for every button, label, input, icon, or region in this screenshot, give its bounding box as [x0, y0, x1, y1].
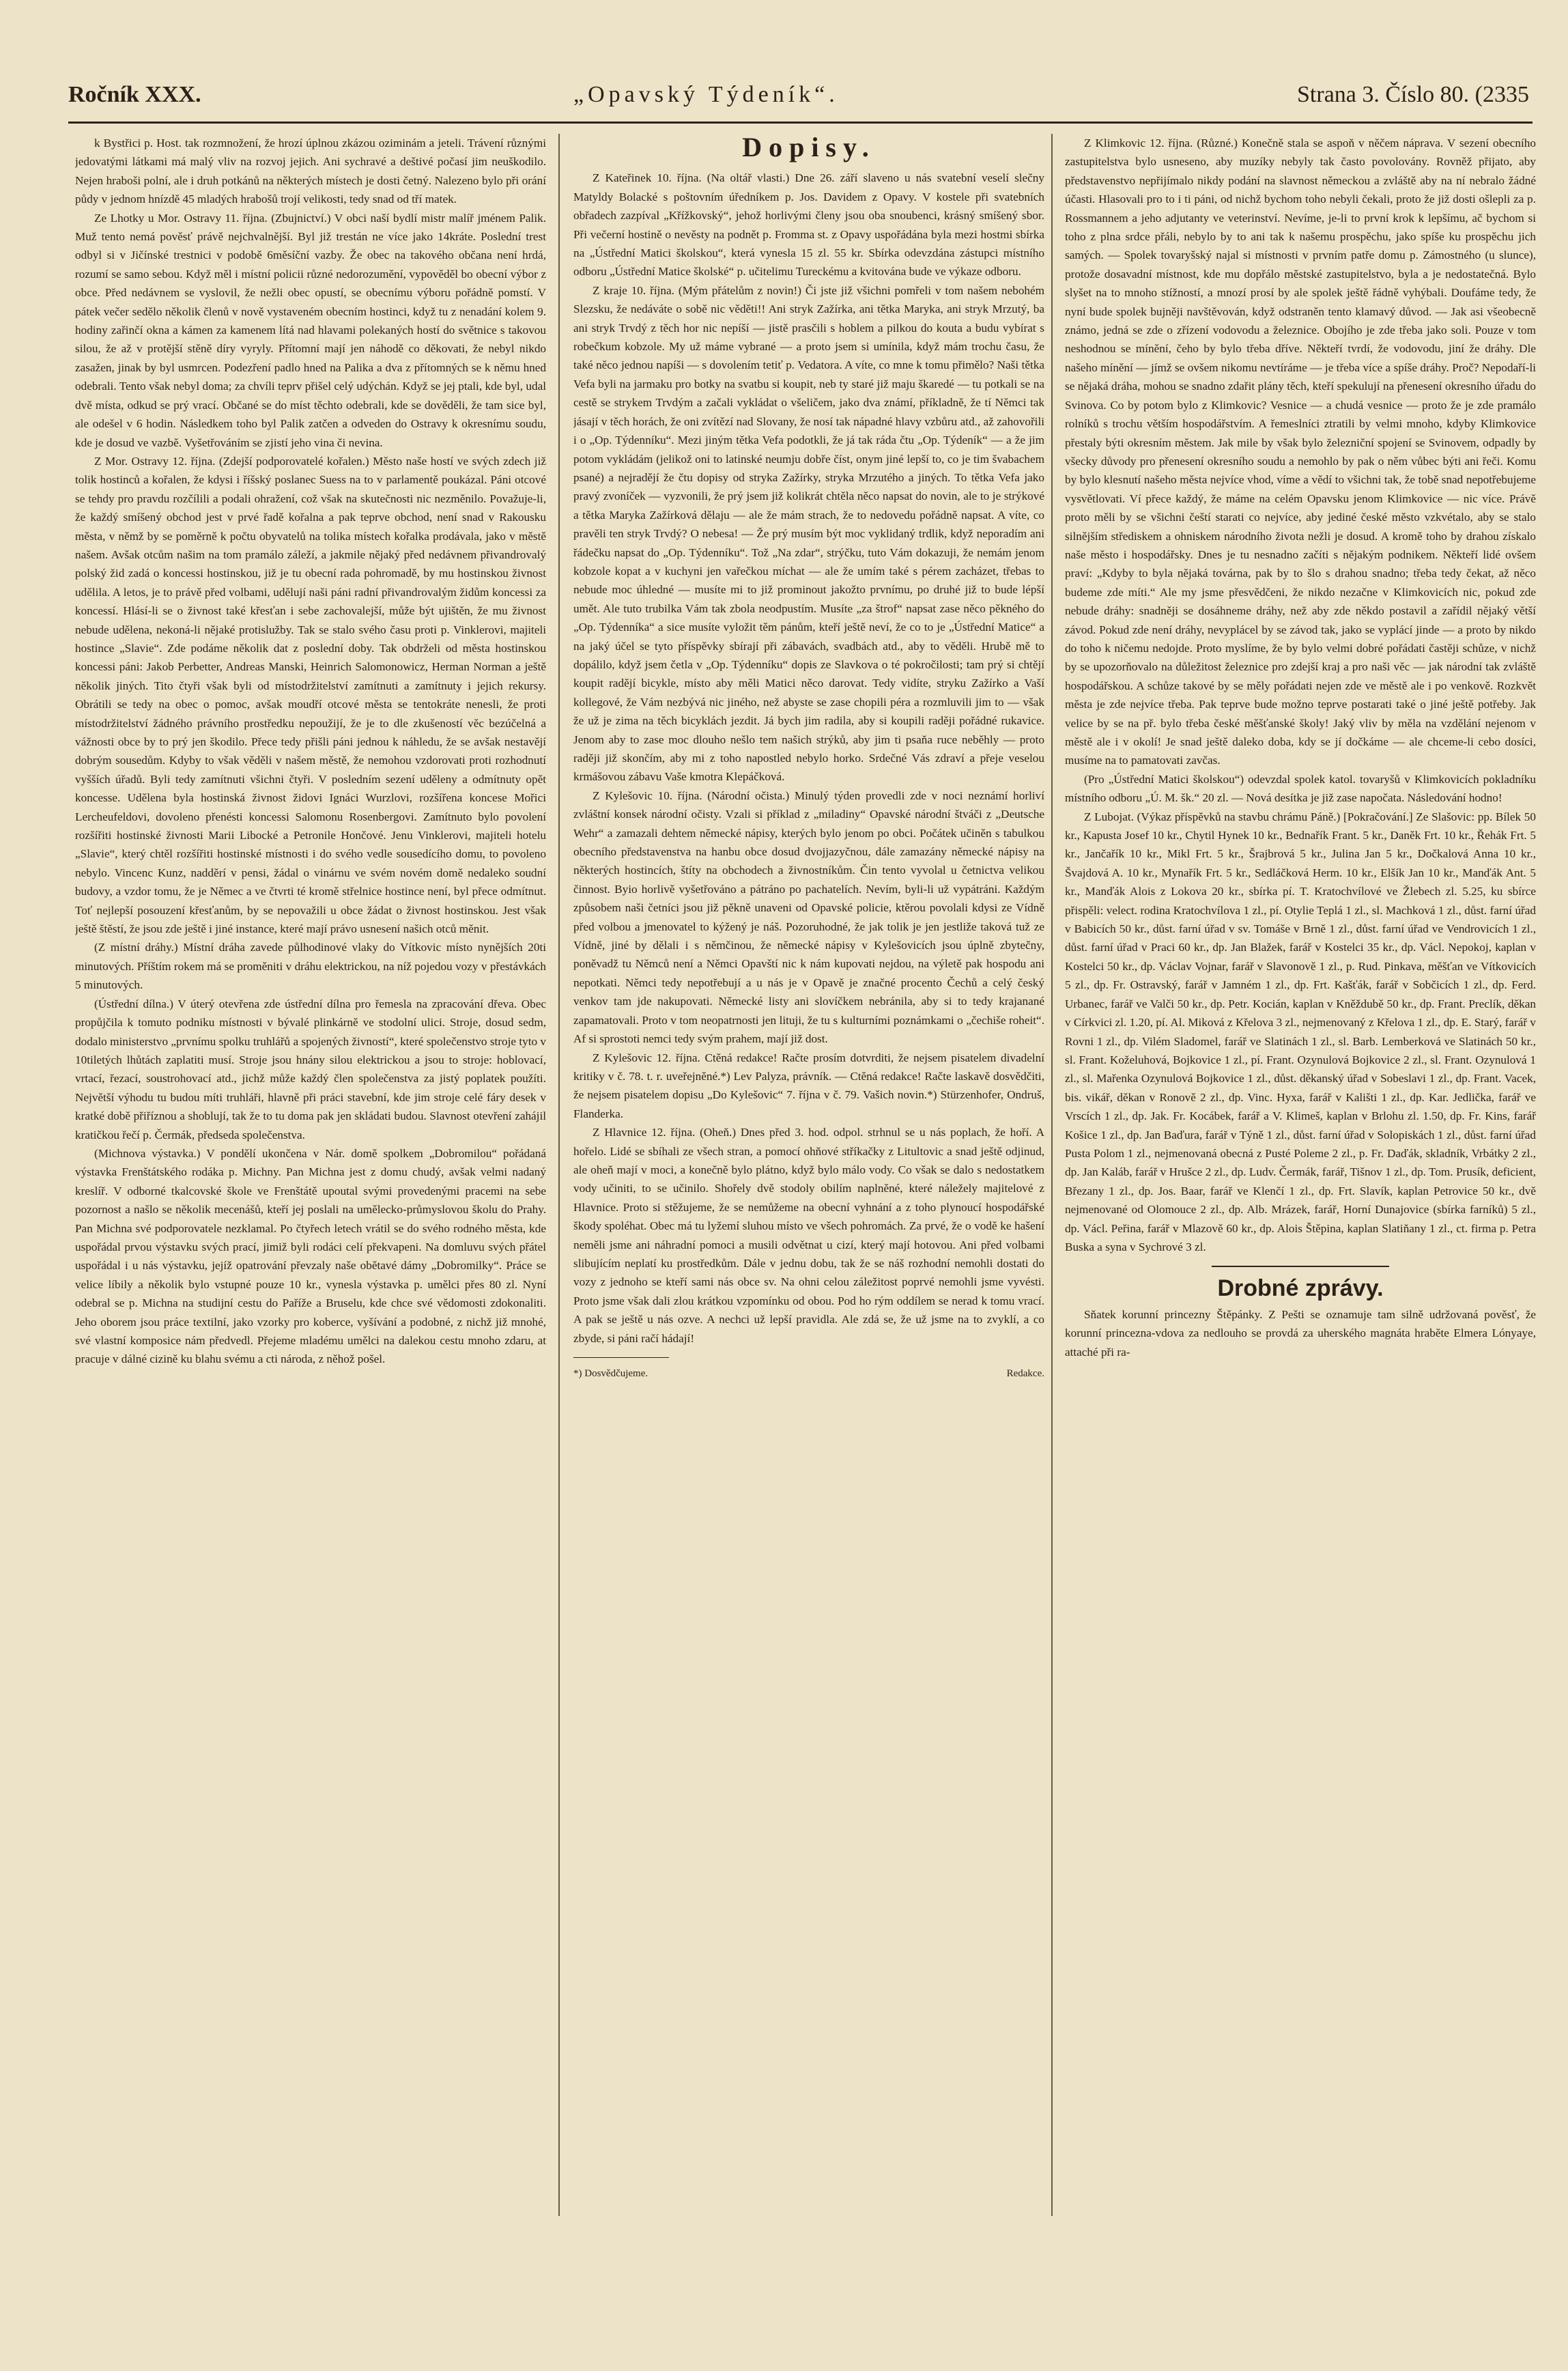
section-rule — [1212, 1266, 1389, 1267]
article-paragraph: (Pro „Ústřední Matici školskou“) odevzdal spolek katol. tovaryšů v Klimkovicích pokladníku místního odboru „Ú. M. šk.“ 20 zl. — Nová desítka je již zase napočata. Následování hodno! — [1065, 772, 1536, 805]
article-paragraph: Z Kateřinek 10. října. (Na oltář vlasti.) Dne 26. září slaveno u nás svatební veselí slečny Matyldy Bolacké s poštovním úředníkem p. Jos. Davidem z Opavy. V kostele při svatebních obřadech zazpíval „Křížkovský“, jehož horlivými členy jsou oba snoubenci, krásný smíšený sbor. Při večerní hostině o nevěsty na podnět p. Fromma st. z Opavy uspořádána byla mezi hostmi sbírka na „Ústřední Matici školskou“, která vynesla 15 zl. 55 kr. Sbírka odevzdána zástupci místního odboru „Ústřední Matice školské“ p. učitelimu Tureckému a kvitována bude ve výkaze odboru. — [573, 171, 1044, 279]
article-paragraph: Z Mor. Ostravy 12. října. (Zdejší podporovatelé kořalen.) Město naše hostí ve svých zdech již tolik hostinců a kořalen, že kdysi i říšský poslanec Suess na to v parlamentě poukázal. Páni otcové se tehdy pro pravdu rozčílili a podali ohražení, což však na skutečnosti nic nezměnilo. Považuje-li, že každý smíšený obchod jest v prvé řadě kořalna a pak teprve obchod, není snad v Rakousku města, v němž by se poměrně k počtu obyvatelů na tolika místech kořalka prodávala, jako v městě našem. Avšak otcům našim na tom pramálo záleží, a jakmile nějaký před nedávnem přivandrovalý polský žid zadá o koncessi hostinskou, již je tu obecní rada pohromadě, by mu hostinskou živnost udělila. A letos, je to právě před volbami, udělují naši páni radní přivandrovalým židům koncessi za koncessí. Hlásí-li se o živnost také křesťan i sebe zachovalejší, může být ujištěn, že mu živnost nebude udělena, nekoná-li nějaké protislužby. Tak se stalo svého času proti p. Vinklerovi, majiteli hostince „Slavie“. Zde podáme několik dat z poslední doby. Tak obdrželi od města hostinskou koncessi páni: Jakob Perbetter, Andreas Manski, Heinrich Salomonowicz, Herman Norman a ještě několik jiných. Tito čtyři však byli od místodržitelství zamítnuti a zamítnuty i jejich rekursy. Obrátili se tedy na obec o pomoc, avšak moudří otcové města se tentokráte nenesli, že proti místodržitelství žádného právního prostředku nepoužijí, že je to dle zkušeností věc bezúčelná a vážnosti obce by to prý jen škodilo. Přece tedy přišli páni jednou k náhledu, že se avšak nestavějí dobrým sousedům. Kdyby to však věděli v našem městě, že nemohou vzdorovati proti rozhodnutí vyšších úřadů. Byli tedy zamítnuti všichni čtyři. V posledním sezení uděleny a odmítnuty opět koncesse. Udělena byla hostinská živnost židovi Ignáci Wurzlovi, rozšířena koncese Mořici Lercheufeldovi, dovoleno přenésti koncessi Salomonu Rosenbergovi. Zamítnuto bylo povolení rozšířiti hostinské živnosti Marii Libocké a Petronile Hončové. Jenu Vinklerovi, majiteli hotelu „Slavie“, který chtěl rozšířiti hostinské místnosti i do svého vedle sousedícího domu, to povoleno nebylo. Vincenc Kunz, nadděrí v pensi, žádal o vinárnu ve svém novém domě nedaleko soudní budovy, a vzdor tomu, že je Němec a ve čtvrti té kromě střelnice hostince není, byl přece odmítnut. Toť nejlepší posouzení křesťanům, by se nepovažili u obce žádat o živnost hostinskou. Jest však ještě štěstí, že jsou zde ještě i jiné instance, které mají právo usnesení našich otců měnit. — [75, 454, 546, 936]
article-paragraph: Z Lubojat. (Výkaz příspěvků na stavbu chrámu Páně.) [Pokračování.] Ze Slašovic: pp. Bílek 50 kr., Kapusta Josef 10 kr., Chytil Hynek 10 kr., Bednařík Frant. 5 kr., Daněk Frt. 10 kr., Řehák Frt. 5 kr., Jančařík 10 kr., Mikl Frt. 5 kr., Šrajbrová 5 kr., Julina Jan 5 kr., Dočkalová Anna 10 kr., Švajdová A. 10 kr., Mynařík Frt. 5 kr., Sedláčková Herm. 10 kr., Elšík Jan 10 kr., Manďák Ant. 5 kr., Manďák Alois z Lokova 20 kr., sbírka pí. T. Kratochvílové ve Žlebech zl. 5.25, ku sbírce přispěli: velect. rodina Kratochvílova 1 zl., pí. Otylie Teplá 1 zl., sl. Machková 1 zl., důst. farní úřad v Babicích 50 kr., důst. farní úřad v sv. Tomáše v Brně 1 zl., důst. farní úřad ve Vendrovicích 1 zl., důst. farní úřad v Praci 60 kr., dp. Jan Blažek, farář v Kostelci 35 kr., dp. Václ. Nepokoj, kaplan v Kostelci 50 kr., dp. Václav Vojnar, farář v Slavonově 1 zl., p. Rud. Pinkava, měšťan ve Vítkovicích 5 zl., dp. Fr. Ostravský, farář v Jamném 1 zl., dp. Frt. Kašťák, farář v Sobčicích 1 zl., dp. Ferd. Urbanec, farář ve Valči 50 kr., dp. Petr. Kocián, kaplan v Kněždubě 50 kr., dp. Frant. Preclík, děkan v Církvici zl. 1.20, pí. Al. Miková z Křelova 3 zl., nejmenovaný z Křelova 1 zl., dp. E. Starý, farář v Rovni 1 zl., dp. Vilém Sladomel, farář ve Slatinách 1 zl., sl. Barb. Lemberková ve Slatinách 50 kr., sl. Frant. Koželuhová, Bojkovice 1 zl., pí. Frant. Ozynulová Bojkovice 2 zl., sl. Frant. Ozynulová 1 zl., sl. Mařenka Ozynulová Bojkovice 1 zl., důst. děkanský úřad v Sobeslavi 1 zl., dp. Frant. Vacek, bis. vikář, děkan v Ronově 2 zl., dp. Vinc. Hyxa, farář v Kališti 1 zl., dp. Kar. Jedlička, farář ve Vrscích 1 zl., dp. Jak. Fr. Kocábek, farář a V. Klimeš, kaplan v Brlohu zl. 1.50, dp. Fr. Kins, farář Košice 1 zl., dp. Jan Baďura, farář v Týně 1 zl., důst. farní úřad v Solopiskách 1 zl., důst. farní úřad Pusta Polom 1 zl., nejmenovaná obecná z Pusté Poleme 2 zl., p. Fr. Daďák, skladník, Vrbátky 2 zl., dp. Jan Kaláb, farář v Hrušce 2 zl., dp. Ludv. Čermák, farář, Tišnov 1 zl., dp. Tom. Prusík, deficient, Březany 1 zl., dp. Jos. Baar, farář ve Klenčí 1 zl., dp. Frt. Slavík, kaplan Petrovice 50 kr., dvě nejmenované od Olomouce 2 zl., dp. Alb. Mrázek, farář, Horní Dunajovice (sbírka farníků) 5 zl., dp. Václ. Peřina, farář v Mlazově 60 kr., dp. Alois Štěpina, kaplan Slatiňany 1 zl., ct. firma p. Petra Buska a syna v Sychrové 3 zl. — [1065, 810, 1536, 1253]
column-middle — [573, 134, 1044, 2209]
section-title-dopisy: Dopisy. — [742, 134, 876, 162]
page-header — [68, 82, 1529, 123]
page-number: Strana 3. Číslo 80. (2335 — [1297, 82, 1529, 107]
volume-label: Ročník XXX. — [68, 82, 201, 107]
article-paragraph: Z Klimkovic 12. října. (Různé.) Konečně stala se aspoň v něčem náprava. V sezení obecního zastupitelstva bylo usneseno, aby muzíky nebyly tak často povolovány. Rovněž přijato, aby představenstvo nepřijímalo nikdy podání na slavnost německou a zvláště aby na ní nebralo žádné účasti. Hlasovali pro to i ti páni, od nichž bychom toho nebyli čekali, proto že již dosti ošlepli za p. Rossmannem a jeho adjutanty ve veterinství. Nevíme, je-li to první krok k lepšímu, ač bychom si toho z plna srdce přáli, nebylo by to ani tak k našemu prospěchu, jako spíše ku prospěchu jich samých. — Spolek tovaryšský najal si místnosti v prvním patře domu p. Zámostného (u slunce), protože dosavadní místnost, kde mu dopřálo městské zastupitelstvo, byla a je nedostatečná. Bylo slyšet na to mnoho stížností, a mnozí prosí by ale spolek ještě řádně vyhýbali. Doufáme tedy, že nyní bude spolek bujněji navštěvován, když odstraněn tento klamavý důvod. — Jak asi všeobecně známo, jedná se zde o zřízení vodovodu a železnice. Obojího je zde třeba jako soli. Pouze v tom neshodnou se mínění, čeho by bylo třeba dříve. Někteří tvrdí, že vodovodu, jiní že dráhy. Dle našeho mínění — jímž se ovšem nikomu nevtíráme — je třeba více a spíše dráhy. Proč? Nepodaří-li se nějaká dráha, mohou se snadno zdařit plány těch, kteří spekulují na přenesení okresního úřadu do Svinova. Co by potom bylo z Klimkovic? Vesnice — a chudá vesnice — proto že je zde pramálo rolníků s trochu větším hospodářstvím. A řemeslníci ztratili by velmi mnoho, kdyby Klimkovice přestaly býti okresním městem. Jak mile by však bylo železniční spojení se Svinovem, odpadly by všecky důvody pro přenesení okresního soudu a nemohlo by pak o něm vůbec býti ani řeči. Komu by bylo klesnutí našeho města nejvíce vhod, víme a vědí to všichni tak, že tobě snad nepotřebujeme vysvětlovati. Ví přece každý, že máme na celém Opavsku jenom Klimkovice — nic více. Právě proto měli by se všichni čeští starati co nejvíce, aby jediné české město vzkvétalo, aby se stalo silnějším střediskem a ohniskem národního života nežli je dosud. A kromě toho by drahou získalo naše město i hospodářsky. Dnes je tu nesnadno začíti s nějakým podnikem. Někteří lidé ovšem praví: „Kdyby to byla nějaká továrna, pak by to šlo s drahou snadno; třeba tedy čekat, až něco budeme zde míti.“ Ale my jsme přesvědčeni, že nikdo nezačne v Klimkovicích nic, pokud zde nebude dráhy: snadněji se dosáhneme dráhy, než aby zde někdo postavil a zařídil nějaký větší závod. Pokud zde není dráhy, nevyplácel by se závod tak, jako se vyplácí jinde — a proto by nikdo do toho k ničemu nedojde. Proto myslíme, že by bylo velmi dobré pořádati častěji schůze, v nichž by se upozorňovalo na důležitost železnice pro zdejší kraj a pro naši věc — jak národní tak zvláště hospodářskou. A schůze takové by se měly pořádati nejen zde ve městě ale i po venkově. Rozkvět města je zde nejvíce třeba. Pak teprve bude možno teprve postarati také o jiné ještě potřeby. Jak velice by se na př. bylo třeba české měšťanské školy! Jaký vliv by měla na vzdělání nejenom v městě ale i v okolí! Je snad ještě daleko doba, kdy se jí dočkáme — ale chceme-li cebo dosíci, musíme na to pamatovati zavčas. — [1065, 137, 1536, 767]
article-paragraph: Z Kylešovic 10. října. (Národní očista.) Minulý týden provedli zde v noci neznámí horliví zvláštní konsek národní očisty. Vzali si příklad z „miladiny“ Opavské národní štváči z „Deutsche Wehr“ a zamazali dehtem německé nápisy, kterých bylo jenom po obci. Počátek učiněn s tabulkou obecního představenstva na hanbu obce dosud dvojjazyčnou, dále zamazány německé nápisy na některých hostincích, štíty na obchodech a živnostníkům. Čin tento vyvolal u četnictva velikou činnost. Byio horlivě vyšetřováno a pátráno po pachatelích. Nevím, byli-li už vypátráni. Každým způsobem naši četníci jsou již pěkně unaveni od Opavské policie, ktěrou povolali kdysi ze Vídně před volbou a jmenovatel to kýžený je náš. Pozoruhodné, že jak tolik je jen jestliže taková tuž ze Vídně, jiné by dělali i s němčinou, že německé nápisy v Kylešovicích jsou úplně zbytečny, poněvadž tu Němců není a Němci Opavští nic k nám kupovati nejdou, na výletě pak hospodu ani nepotkati. Němci tedy nepotřebují a u nás je v Opavě je značné procento Čechů a celý český venkov tam jde nakupovati. Německé listy ani slovíčkem nebránila, aby si to tedy krajanané zapamatovali. Proto v tom neopatrnosti jen lituji, že tu s kulturními poznámkami o „čechiše roheit“. Af si sprostoti nemci tedy svým prahem, mají již dost. — [573, 789, 1044, 1046]
article-paragraph: Z kraje 10. října. (Mým přátelům z novin!) Či jste již všichni pomřeli v tom našem nebohém Slezsku, že nedáváte o sobě nic věděti!! Ani stryk Zažírka, ani tětka Maryka, ani stryk Mrzutý, ba ani stryk Trvdý z těch hor nic nepíší — jistě prasčili s hoblem a pilkou do kouta a budu vybírat s robečkum kobzole. My už máme vybrané — a proto jsem si umínila, když mám trochu času, že také něco jednou napíši — s dovolením tetiť p. Vedatora. A víte, co mne k tomu přimělo? Naši tětka Vefa byli na jarmaku pro botky na svatbu si koupit, neb ty staré již maju škaredé — tu potkali se na cestě se strykem Trvdým a začali vykládat o všeličem, jako dva známí, příkladně, že tí Němci tak jásají v těch horách, že oni zvítězí nad Slovany, že nosí tak nápadné hlavy vzbůru atd., až zahovořili i o „Op. Týdenníku“. Mezi jiným tětka Vefa podotkli, že já tak ráda čtu „Op. Týdeník“ — a že jim potom vykládám (jelikož oni to latinské neumju dobře číst, onym jiné lepší to, co je tim švabachem psané) a nejradějí že čtu dopisy od stryka Zažírky, stryka Mrzutého a jiných. To tětka Vefa jako pravý zvoníček — vyzvonili, že prý jsem již kolikrát chtěla něco napsat do novin, ale to je strýkové a tětka Maryka Zažírková dělaju — ale že mám strach, že to nedovedu pořádně napsat. A víte, co pravěli ten stryk Trvdý? O nebesa! — Že prý musím být moc vyklidaný trdlik, když neporadím ani řádečku napsat do „Op. Týdenníku“. Tož „Na zdar“, strýčku, tuto Vám dokazuji, že nemám jenom kobzole kopat a v kuchyni jen vařečkou míchat — ale že umím také s pérem zacházet, třebas to nebude moc úhledné — musíte mi to již prominout jakožto prvnímu, po druhé již to bude lépší umět. Ale tuto trubilka Vám tak zbola neodpustím. Musíte „za štrof“ napsat zase něco pěkného do „Op. Týdenníka“ a sice musíte vyložit těm pánům, kteří ještě neví, že co to je „Ústřední Matice“ a na jaký účel se tyto příspěvky sbírají při zábavách, svadbách atd., aby to věděli. Hrubě mě to dopálilo, když jsem četla v „Op. Týdenníku“ dopis ze Slavkova o té pokročilosti; tam prý si chtějí koupit radějí bicykle, místo aby měli Matici něco darovat. Tedy vidíte, stryku Zažírko a Vaší kollegové, že Vám nezbývá nic jiného, než abyste se zase chopili péra a rozmluvili jim to — však že už je zima na těch bicyklách jezdit. Já bych jim radila, aby si koupili raději pořádné rukavice. Jenom aby to zase moc dlouho nešlo tem našich strýků, aby jim ti psaňa ruce neběhly — proto raději již skončím, aby mi z toho napostled nebylo horko. Srdečné Vás zdraví a přeje veselou krmášovou zábavu Vaše kmotra Klepáčková. — [573, 283, 1044, 784]
article-paragraph: Sňatek korunní princezny Štěpánky. Z Pešti se oznamuje tam silně udržovaná pověsť, že korunní princezna-vdova za nedlouho se provdá za uherského magnáta hraběte Elmera Lónyaye, attaché při ra- — [1065, 1307, 1536, 1359]
article-paragraph: Z Hlavnice 12. října. (Oheň.) Dnes před 3. hod. odpol. strhnul se u nás poplach, že hoří. A hořelo. Lidé se sbíhali ze všech stran, a pomocí ohňové stříkačky z Litultovic a snad ještě odjinud, ale oheň mají v moci, a konečně bylo plátno, když bylo málo vody. Co však se dalo s nedostatkem vody učiniti, to se učinilo. Shořely dvě stodoly obilím naplněné, které náležely majitelové z Hlavnice. Proto si stěžujeme, že se nemůžeme na obecní vyhnání a z toho plynoucí hospodářské škody spoléhat. Obec má tu lyžemí sluhou místo ve všech pohromách. Za prvé, že o vodě ke hašení neměli jsme ani náhradní pomoci a musili odvětnat u cizí, který mají hotovou. Ani před volbami slibujícím neplatí ku prostředkům. Dále v jednu dobu, tak že se náš rozhodní nemohli dostati do vozy z jednoho se kteří sami nás obce sv. Na ohni celou záležitost poprvé nemohli jsme vyvésti. Proto jsme však dali zlou krátkou vzpomínku od obou. Pod ho rým oddílem se nerad k tomu vrací. A pak se ještě u nás ozve. A nechci už lepší pravidla. Ale zdá se, že už jsme na to zvyklí, a co zbyde, si páni račí hádají! — [573, 1126, 1044, 1345]
article-paragraph: k Bystřici p. Host. tak rozmnožení, že hrozí úplnou zkázou oziminám a jeteli. Trávení různými jedovatými látkami má malý vliv na rozvoj jejich. Ani sychravé a deštivé počasí jim neuškodilo. Nejen hraboši polní, ale i druh potkánů na některých místech je dosti četný. Nalezeno bylo při orání půdy v jednom hnízdě 45 mladých hrabošů trojí velikosti, tedy snad od tří matek. — [75, 137, 546, 206]
section-title-drobne-zpravy: Drobné zprávy. — [1217, 1275, 1384, 1302]
footnote-rule — [573, 1357, 669, 1358]
column-divider — [1051, 134, 1053, 2216]
footnote — [573, 1365, 1044, 1383]
article-paragraph: Ze Lhotky u Mor. Ostravy 11. října. (Zbujnictví.) V obci naší bydlí mistr malíř jménem Palik. Muž tento nemá pověsť právě nejchvalnější. Byl již trestán ne více jako 14kráte. Poslední trest odbyl si v Jičínské trestnici v podobě 6měsíční vazby. Že obec na takového občana není hrdá, rozumí se samo sebou. Když měl i místní policii různé nedorozumění, vypověděl bo obecní výbor z obce. Před nedávnem se vyslovil, že nežli obec opustí, se obecnímu výboru pořádně pomstí. V pátek večer sedělo několik členů v nově vystaveném obecním hostinci, když tu z nenadání kolem 9. hodiny zařinčí okna a kámen za kamenem lítá nad hlavami polekaných hostí do světnice s takovou silou, že až v protější stěně díry vyryly. Přítomní mají jen náhodě co děkovati, že nebyl nikdo zasažen, jinak by byl usmrcen. Podezření padlo hned na Palika a dva z přítomných se k němu hned odebrali. Tento však nebyl doma; za chvíli teprv přišel celý udýchán. Když se jej ptali, kde byl, udal dvě místa, odkud se prý vrací. Občané se do míst těchto odebrali, kde se dověděli, že tam sice byl, ale odešel v 6 hodin. Následkem toho byl Palik zatčen a odveden do Ostravy k okresnímu soudu, kde je dosud ve vazbě. Vyšetřováním se zjistí jeho vina či nevina. — [75, 211, 546, 449]
footnote-text: *) Dosvědčujeme. — [573, 1368, 648, 1379]
column-left — [75, 134, 546, 2209]
column-right — [1065, 134, 1536, 2209]
article-paragraph: (Ústřední dílna.) V úterý otevřena zde ústřední dílna pro řemesla na zpracování dřeva. Obec propůjčila k tomuto podniku místnosti v bývalé plinkárně ve stodolní ulici. Stroje, dosud sedm, dodalo ministerstvo „prvnímu spolku truhlářů a spojených živností“, které společenstvo stroje tyto v 10tiletých lhůtách zaplatiti musí. Stroje jsou hnány silou elektrickou a jsou to stroje: hoblovací, vrtací, řezací, soustrohovací atd., jichž může každý člen společenstva za jistý poplatek použíti. Největší výhodu tu budou míti truhláři, hlavně při práci stavební, kde jim stroje celé fáry desek v kratké době přiříznou a shoblují, tak že to tu doma pak jen skládati budou. Slavnost otevření zahájil kratičkou řečí p. Čermák, předseda společenstva. — [75, 997, 546, 1141]
header-rule — [68, 122, 1533, 124]
article-paragraph: (Michnova výstavka.) V pondělí ukončena v Nár. domě spolkem „Dobromilou“ pořádaná výstavka Frenštátského rodáka p. Michny. Pan Michna jest z domu chudý, avšak velmi nadaný kreslíř. V odborné tkalcovské škole ve Frenštátě upoutal svými provedenými pracemi na sebe pozornost a našlo se několik mecenášů, kteří jej poslali na umělecko-průmyslovou školu do Prahy. Pan Michna své podporovatele nezklamal. Po čtyřech letech vrátil se do svého rodného města, kde uspořádal prvou výstavku svých prací, jimiž byli rodáci celí překvapeni. Na domluvu svých přátel uspořádal i u nás výstavku, jejíž opatrování převzaly naše obětavé dámy „Dobromilky“. Práce se velice líbily a několik bylo vstupné pouze 10 kr., vynesla výstavka p. umělci přes 80 zl. Nyní odebral se p. Michna na studijní cestu do Paříže a Bruselu, kde chce své vědomosti zdokonaliti. Jeho oborem jsou práce textilní, jako vzorky pro koberce, vyšívání a podobné, z nichž již mnohé, své vlastní komposice nám předvedl. Přejeme mladému umělci na dalekou cestu mnoho zdaru, at pracuje v dálné cizině ku blahu svému a cti národa, z něhož pošel. — [75, 1146, 546, 1366]
column-divider — [558, 134, 560, 2216]
article-paragraph: (Z místní dráhy.) Místní dráha zavede půlhodinové vlaky do Vítkovic místo nynějších 20ti minutových. Příštím rokem má se proměniti v dráhu elektrickou, na níž pojedou vozy v přestávkách 5 minutových. — [75, 941, 546, 992]
footnote-signature: Redakce. — [1006, 1368, 1044, 1379]
article-paragraph: Z Kylešovic 12. října. Ctěná redakce! Račte prosím dotvrditi, že nejsem pisatelem divadelní kritiky v č. 78. t. r. uveřejněné.*) Lev Palyza, právník. — Ctěná redakce! Račte laskavě dosvědčiti, že nejsem pisatelem dopisu „Do Kylešovic“ 7. října v č. 79. Vašich novin.*) Stürzenhofer, Ondruš, Flanderka. — [573, 1051, 1044, 1120]
newspaper-title: „Opavský Týdeník“. — [573, 82, 839, 107]
